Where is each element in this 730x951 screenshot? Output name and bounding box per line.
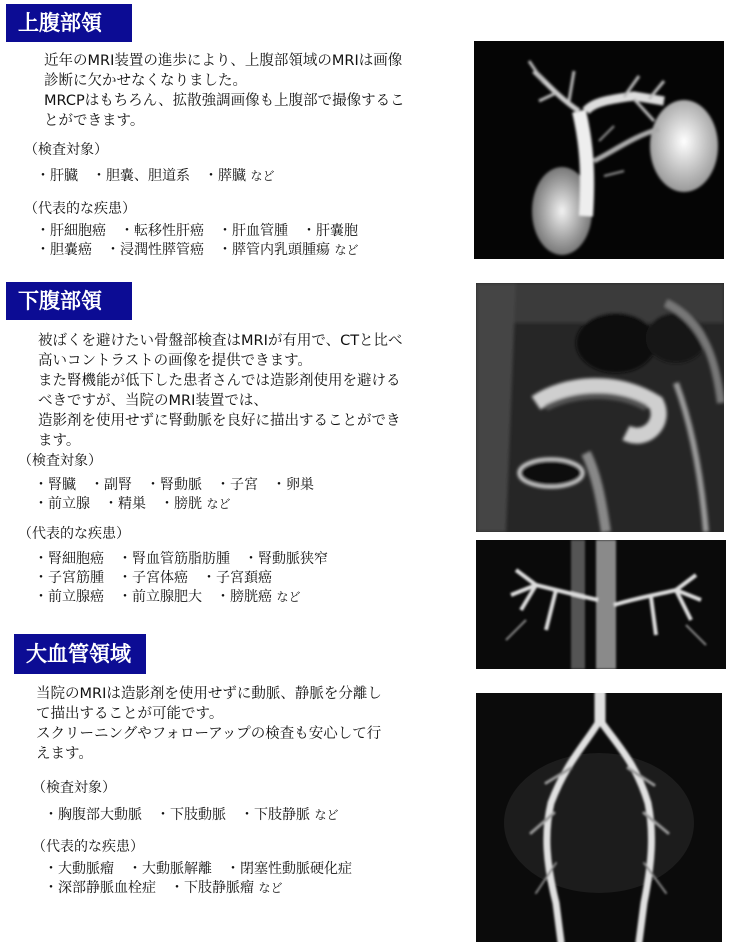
upper-abdomen-targets-heading: （検査対象） xyxy=(24,142,108,158)
etc-label: など xyxy=(276,590,301,604)
list-item: ・肝臓 ・胆嚢、胆道系 ・膵臓 xyxy=(36,168,246,184)
list-item: ・前立腺癌 ・前立腺肥大 ・膀胱癌 xyxy=(34,589,272,605)
list-item: ・腎細胞癌 ・腎血管筋脂肪腫 ・腎動脈狭窄 xyxy=(34,551,328,567)
lower-limb-angiography-image xyxy=(476,693,722,942)
great-vessels-diseases-heading: （代表的な疾患） xyxy=(32,839,144,855)
mrcp-image xyxy=(474,41,724,259)
upper-abdomen-diseases-heading: （代表的な疾患） xyxy=(24,201,136,217)
etc-label: など xyxy=(258,881,283,895)
list-item: ・胸腹部大動脈 ・下肢動脈 ・下肢静脈 xyxy=(44,807,310,823)
great-vessels-targets-list xyxy=(44,806,338,825)
list-item: ・前立腺 ・精巣 ・膀胱 xyxy=(34,496,202,512)
list-item: ・腎臓 ・副腎 ・腎動脈 ・子宮 ・卵巣 xyxy=(34,477,314,493)
lower-abdomen-targets-list xyxy=(34,476,314,514)
lower-abdomen-description: 被ばくを避けたい骨盤部検査はMRIが有用で、CTと比べ 高いコントラストの画像を提供できます。 また腎機能が低下した患者さんでは造影剤使用を避ける べきですが、当院のMRI装置では、 造影剤を使用せずに腎動脈を良好に描出することができ ます。 xyxy=(38,333,403,449)
lower-abdomen-diseases-list xyxy=(34,550,328,607)
upper-abdomen-description: 近年のMRI装置の進歩により、上腹部領域のMRIは画像 診断に欠かせなくなりました。 MRCPはもちろん、拡散強調画像も上腹部で撮像するこ とができます。 xyxy=(44,53,405,129)
section-title-great-vessels: 大血管領域 xyxy=(14,634,146,674)
lower-abdomen-diseases-heading: （代表的な疾患） xyxy=(18,526,130,542)
great-vessels-diseases-list xyxy=(44,860,352,898)
pelvis-sagittal-image xyxy=(476,283,724,532)
section-title-lower-abdomen: 下腹部領域 xyxy=(6,282,132,320)
great-vessels-targets-heading: （検査対象） xyxy=(32,780,116,796)
etc-label: など xyxy=(250,169,275,183)
upper-abdomen-diseases-list xyxy=(36,222,358,260)
etc-label: など xyxy=(206,497,231,511)
etc-label: など xyxy=(334,243,359,257)
great-vessels-description: 当院のMRIは造影剤を使用せずに動脈、静脈を分離し て描出することが可能です。 スクリーニングやフォローアップの検査も安心して行 えます。 xyxy=(36,686,382,762)
list-item: ・大動脈瘤 ・大動脈解離 ・閉塞性動脈硬化症 xyxy=(44,861,352,877)
list-item: ・胆嚢癌 ・浸潤性膵管癌 ・膵管内乳頭腫瘍 xyxy=(36,242,330,258)
list-item: ・子宮筋腫 ・子宮体癌 ・子宮頚癌 xyxy=(34,570,272,586)
lower-abdomen-targets-heading: （検査対象） xyxy=(18,453,102,469)
etc-label: など xyxy=(314,808,339,822)
list-item: ・深部静脈血栓症 ・下肢静脈瘤 xyxy=(44,880,254,896)
section-title-upper-abdomen: 上腹部領域 xyxy=(6,4,132,42)
renal-artery-image xyxy=(476,540,726,669)
list-item: ・肝細胞癌 ・転移性肝癌 ・肝血管腫 ・肝嚢胞 xyxy=(36,223,358,239)
upper-abdomen-targets-list xyxy=(36,167,274,186)
